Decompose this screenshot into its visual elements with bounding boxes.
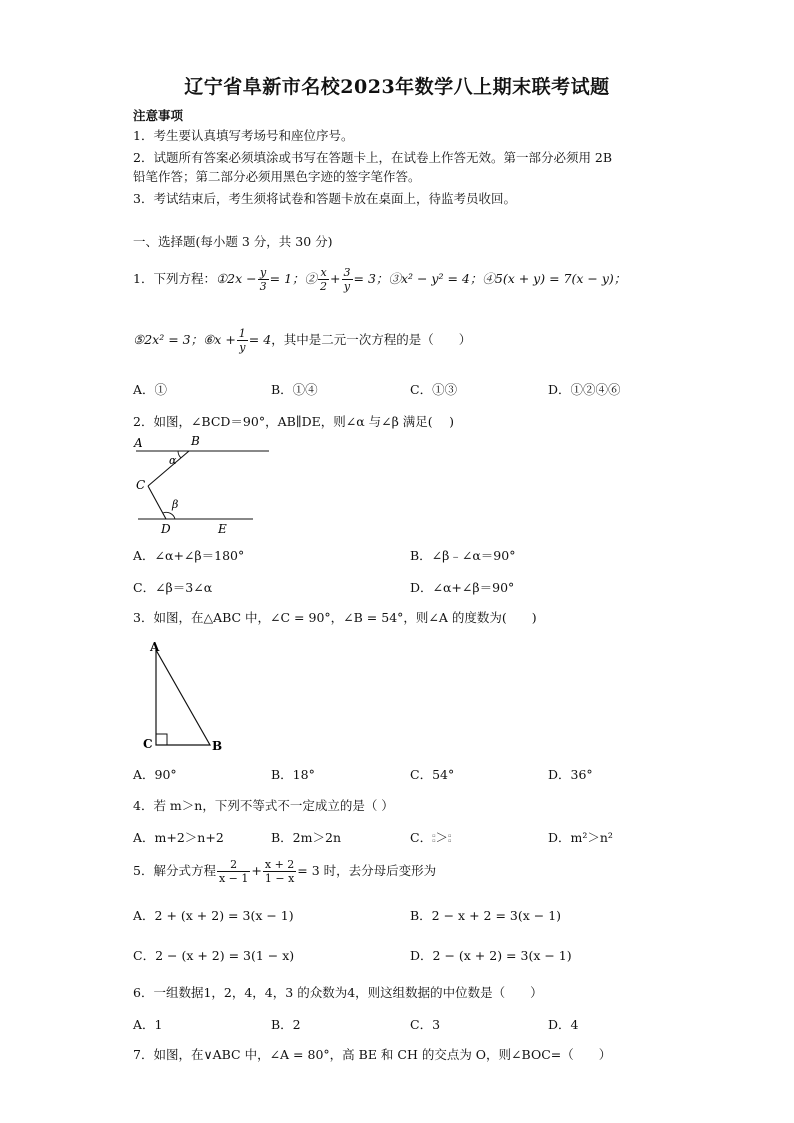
exam-title: 辽宁省阜新市名校2023年数学八上期末联考试题: [184, 76, 610, 98]
option-c[interactable]: C．①③: [410, 382, 458, 397]
option-a[interactable]: A．90°: [133, 767, 177, 782]
label-c: C: [136, 478, 146, 492]
option-c[interactable]: C．▫ ▫＞▫ ▫: [410, 830, 452, 845]
option-c[interactable]: C．∠β＝3∠α: [133, 580, 213, 595]
q2-figure: [130, 432, 275, 538]
notice-item: 铅笔作答；第二部分必须用黑色字迹的签字笔作答。: [133, 169, 421, 184]
option-c[interactable]: C．2 − (x + 2) = 3(1 − x): [133, 948, 295, 963]
q6-stem: 6．一组数据1，2，4，4，3 的众数为4，则这组数据的中位数是（ ）: [133, 985, 543, 1000]
q5-stem: 5．解分式方程 $\frac{2}{x - 1}$ + $\frac{x + 2}{1 - x}$ = 3 时，去分母后变形为: [133, 858, 437, 885]
label-a: A: [150, 640, 160, 654]
notice-item: 1．考生要认真填写考场号和座位序号。: [133, 128, 354, 143]
label-b: B: [212, 739, 223, 753]
q1-stem-line2: ⑤2x² = 3；⑥x + $\frac{1}{y}$ = 4，其中是二元一次方程的是（ ）: [133, 327, 472, 354]
label-c: C: [143, 737, 153, 751]
option-b[interactable]: B．2m＞2n: [271, 830, 341, 845]
q7-stem: 7．如图，在∨ABC 中，∠A = 80°，高 BE 和 CH 的交点为 O，则∠BOC=（ ）: [133, 1047, 612, 1062]
option-a[interactable]: A．m+2＞n+2: [133, 830, 224, 845]
q4-stem: 4．若 m＞n，下列不等式不一定成立的是（ ）: [133, 798, 394, 813]
option-d[interactable]: D．2 − (x + 2) = 3(x − 1): [410, 948, 572, 963]
option-a[interactable]: A．∠α+∠β＝180°: [133, 548, 245, 563]
q2-stem: 2．如图，∠BCD＝90°，AB∥DE，则∠α 与∠β 满足( ): [133, 414, 455, 429]
option-b[interactable]: B．18°: [271, 767, 315, 782]
notice-item: 2．试题所有答案必须填涂或书写在答题卡上，在试卷上作答无效。第一部分必须用 2B: [133, 150, 613, 165]
option-d[interactable]: D．4: [548, 1017, 579, 1032]
option-b[interactable]: B．①④: [271, 382, 318, 397]
option-c[interactable]: C．54°: [410, 767, 455, 782]
notice-item: 3．考试结束后，考生须将试卷和答题卡放在桌面上，待监考员收回。: [133, 191, 516, 206]
option-b[interactable]: B．2 − x + 2 = 3(x − 1): [410, 908, 562, 923]
q3-figure: [140, 638, 230, 756]
option-a[interactable]: A．①: [133, 382, 168, 397]
notice-heading: 注意事项: [133, 108, 184, 123]
section-heading: 一、选择题(每小题 3 分，共 30 分): [133, 234, 333, 249]
label-beta: β: [172, 498, 179, 511]
option-d[interactable]: D．36°: [548, 767, 593, 782]
label-a: A: [134, 436, 143, 450]
option-a[interactable]: A．1: [133, 1017, 163, 1032]
label-e: E: [218, 522, 227, 536]
option-c[interactable]: C．3: [410, 1017, 441, 1032]
q1-stem: 1．下列方程：①2x − $\frac{y}{3}$ = 1；② $\frac{x}{2}$ + $\frac{3}{y}$ = 3；③x² − y² = 4；④5(x + y) = 7(x − y)；: [133, 266, 627, 293]
option-b[interactable]: B．∠β﹣∠α＝90°: [410, 548, 516, 563]
label-b: B: [191, 434, 200, 448]
option-d[interactable]: D．∠α+∠β＝90°: [410, 580, 515, 595]
label-alpha: α: [169, 454, 177, 467]
q3-stem: 3．如图，在△ABC 中，∠C = 90°，∠B = 54°，则∠A 的度数为( ): [133, 610, 537, 625]
option-d[interactable]: D．m²＞n²: [548, 830, 613, 845]
option-d[interactable]: D．①②④⑥: [548, 382, 621, 397]
option-b[interactable]: B．2: [271, 1017, 301, 1032]
label-d: D: [161, 522, 171, 536]
option-a[interactable]: A．2 + (x + 2) = 3(x − 1): [133, 908, 294, 923]
